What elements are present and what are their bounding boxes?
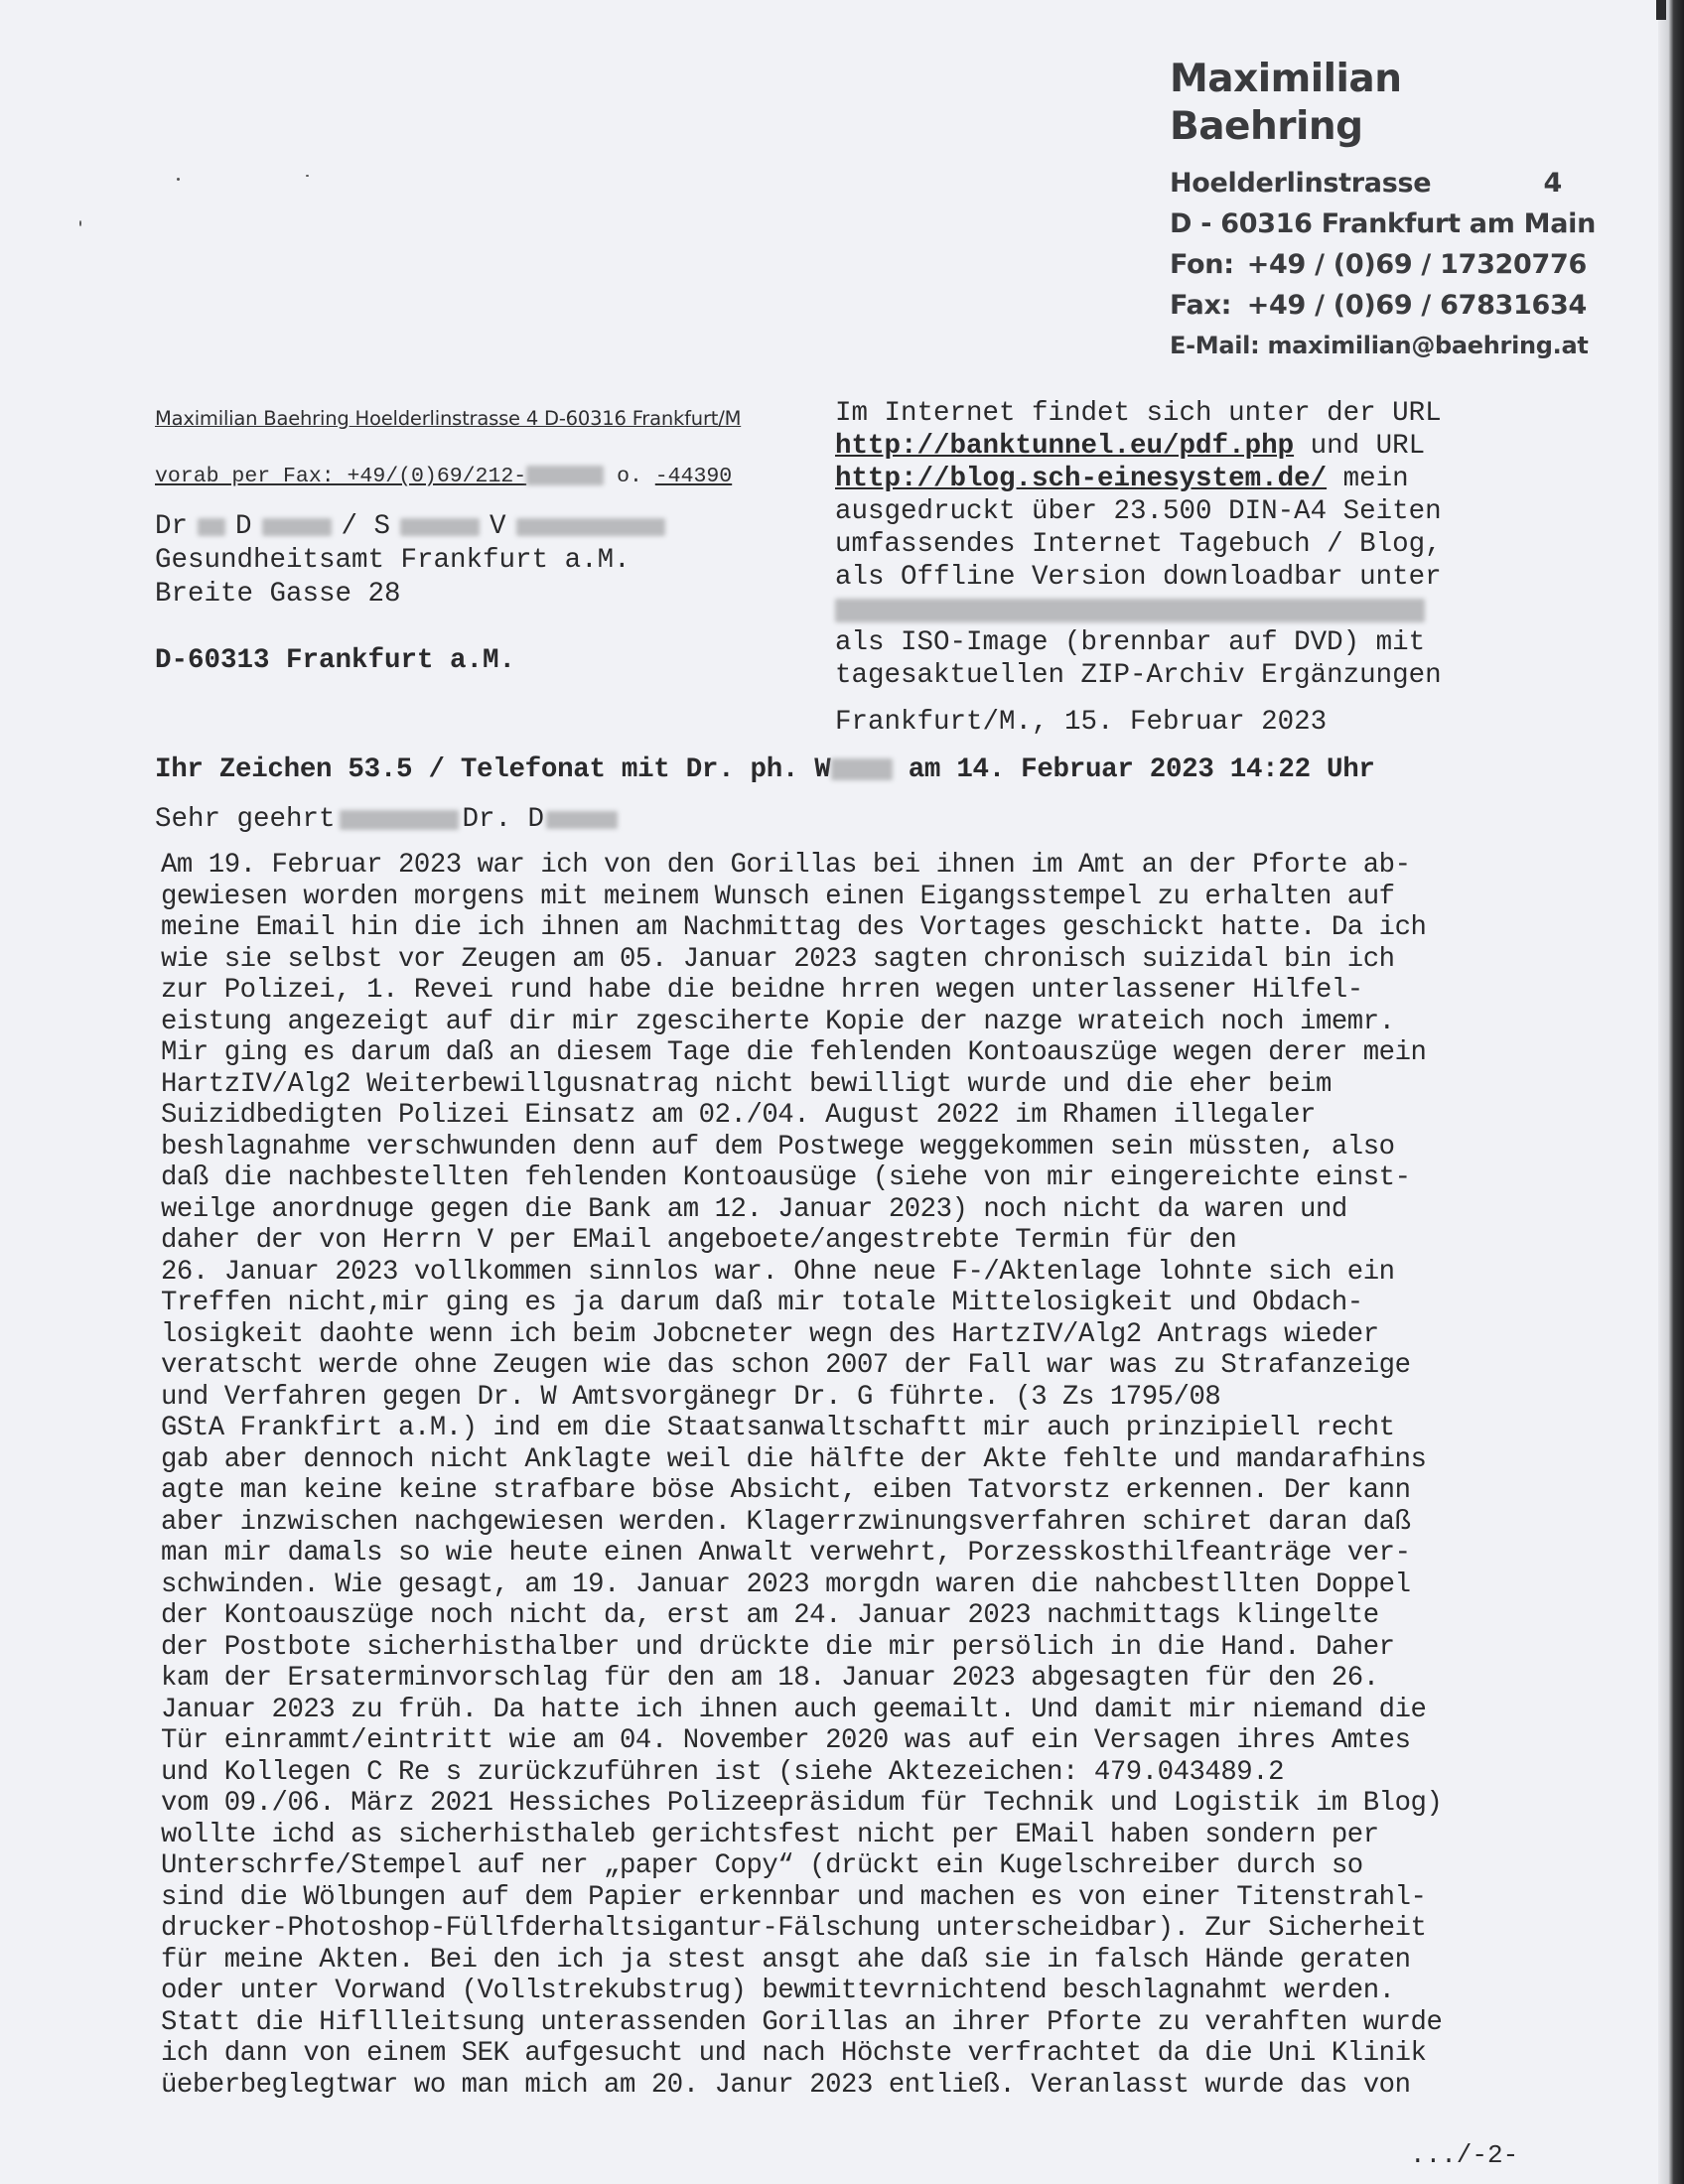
redaction-blur	[340, 810, 459, 830]
body-line: Suizidbedigten Polizei Einsatz am 02./04. August 2022 im Rhamen illegaler	[161, 1100, 1316, 1131]
redaction-blur	[526, 466, 604, 485]
body-line: ich dann von einem SEK aufgesucht und nach Höchste verfrachtet da die Uni Klinik	[161, 2038, 1427, 2069]
redaction-blur	[835, 599, 1425, 622]
recipient-office: Gesundheitsamt Frankfurt a.M.	[155, 545, 631, 576]
fax-middle: o.	[604, 465, 655, 488]
recipient-name	[155, 510, 665, 544]
body-line: drucker-Photoshop-Füllfderhaltsigantur-Fälschung unterscheidbar). Zur Sicherheit	[161, 1913, 1427, 1944]
recipient-street: Breite Gasse 28	[155, 579, 401, 610]
body-line: und Kollegen C Re s zurückzuführen ist (siehe Aktezeichen: 479.043489.2	[161, 1756, 1285, 1788]
scan-corner-mark	[1656, 0, 1666, 20]
body-line: GStA Frankfirt a.M.) ind em die Staatsanwaltschaftt mir auch prinzipiell recht	[161, 1413, 1395, 1443]
body-line: aber inzwischen nachgewiesen werden. Klagerrzwinungsverfahren schiret daran daß	[161, 1506, 1411, 1538]
recipient-city: D-60313 Frankfurt a.M.	[155, 645, 516, 676]
subject-line	[155, 754, 1375, 785]
internet-info-line: ausgedruckt über 23.500 DIN-A4 Seiten	[835, 496, 1442, 527]
fax-prefix: vorab per Fax: +49/(0)69/212-	[155, 465, 527, 488]
letterhead-street	[1170, 163, 1562, 204]
subject-part-2: am 14. Februar 2023 14:22 Uhr	[892, 754, 1375, 785]
redaction-blur	[516, 518, 665, 536]
letter-date: Frankfurt/M., 15. Februar 2023	[835, 707, 1328, 738]
salutation-name: Dr. D	[462, 804, 545, 835]
body-line: agte man keine keine strafbare böse Absicht, eiben Tatvorstz erkennen. Der kann	[161, 1475, 1411, 1506]
body-line: 26. Januar 2023 vollkommen sinnlos war. Ohne neue F-/Aktenlage lohnte sich ein	[161, 1256, 1395, 1288]
page-continuation: .../-2-	[1410, 2140, 1519, 2170]
recipient-separator: / S	[341, 511, 391, 542]
redaction-blur	[546, 811, 618, 829]
body-line: üeberbeglegtwar wo man mich am 20. Janur 2023 entließ. Veranlasst wurde das von	[161, 2069, 1411, 2101]
letterhead-fax	[1170, 285, 1587, 326]
internet-info-line: als Offline Version downloadbar unter	[835, 562, 1442, 593]
internet-info-line: tagesaktuellen ZIP-Archiv Ergänzungen	[835, 660, 1442, 691]
recipient-initial-a: D	[235, 511, 252, 542]
letterhead-email: E-Mail: maximilian@baehring.at	[1170, 332, 1589, 359]
letterhead-house-number: 4	[1543, 168, 1562, 199]
redaction-blur	[262, 518, 332, 536]
redaction-blur	[198, 518, 225, 536]
body-line: der Kontoauszüge noch nicht da, erst am 24. Januar 2023 nachmittags klingelte	[161, 1600, 1379, 1631]
internet-info-block	[835, 397, 1490, 692]
body-line: sind die Wölbungen auf dem Papier erkennbar und machen es von einer Titenstrahl-	[161, 1881, 1427, 1913]
body-line: veratscht werde ohne Zeugen wie das schon 2007 der Fall war was zu Strafanzeige	[161, 1350, 1411, 1381]
body-line: daher der von Herrn V per EMail angeboete/angestrebte Termin für den	[161, 1225, 1237, 1256]
letterhead-city: D - 60316 Frankfurt am Main	[1170, 208, 1596, 239]
body-line: wie sie selbst vor Zeugen am 05. Januar 2023 sagten chronisch suizidal bin ich	[161, 943, 1395, 975]
fax-label: Fax:	[1170, 290, 1232, 321]
letterhead-name: Maximilian Baehring	[1170, 57, 1402, 149]
fax-number: +49 / (0)69 / 67831634	[1246, 290, 1587, 321]
letter-body	[161, 850, 1491, 2101]
body-line: schwinden. Wie gesagt, am 19. Januar 2023 morgdn waren die nahcbestllten Doppel	[161, 1569, 1411, 1600]
redaction-blur	[400, 518, 480, 536]
scan-page-edge	[1658, 0, 1684, 2184]
body-line: gewiesen worden morgens mit meinem Wunsch einen Eigangsstempel zu erhalten auf	[161, 881, 1395, 912]
scan-speck	[306, 175, 309, 177]
body-line: Statt die Hifllleitsung unterassenden Gorillas an ihrer Pforte zu verahften wurde	[161, 2006, 1443, 2038]
body-line: daß die nachbestellten fehlenden Kontoausüge (siehe von mir eingereichte einst-	[161, 1162, 1411, 1193]
internet-info-text: mein	[1327, 464, 1409, 494]
body-line: HartzIV/Alg2 Weiterbewillgusnatrag nicht bewilligt wurde und die eher beim	[161, 1068, 1332, 1100]
body-line: losigkeit daohte wenn ich beim Jobcneter wegn des HartzIV/Alg2 Antrags wieder	[161, 1318, 1379, 1350]
body-line: vom 09./06. März 2021 Hessiches Polizeepräsidum für Technik und Logistik im Blog)	[161, 1788, 1443, 1819]
body-line: Unterschrfe/Stempel auf ner „paper Copy“ (drückt ein Kugelschreiber durch so	[161, 1850, 1363, 1881]
body-line: meine Email hin die ich ihnen am Nachmittag des Vortages geschickt hatte. Da ich	[161, 912, 1427, 943]
body-line: kam der Ersaterminvorschlag für den am 18. Januar 2023 abgesagten für den 26.	[161, 1663, 1379, 1694]
body-line: Treffen nicht,mir ging es ja darum daß mir totale Mittelosigkeit und Obdach-	[161, 1288, 1363, 1318]
internet-info-line: als ISO-Image (brennbar auf DVD) mit	[835, 627, 1426, 658]
internet-info-line	[835, 463, 1490, 495]
sender-return-address: Maximilian Baehring Hoelderlinstrasse 4 D-60316 Frankfurt/M	[155, 407, 742, 430]
blog-url-link: http://banktunnel.eu/pdf.php	[835, 431, 1295, 462]
body-line: Tür einrammt/eintritt wie am 04. November 2020 was auf ein Versagen ihres Amtes	[161, 1725, 1411, 1756]
subject-part-1: Ihr Zeichen 53.5 / Telefonat mit Dr. ph. W	[155, 754, 831, 785]
phone-number: +49 / (0)69 / 17320776	[1246, 249, 1587, 280]
salutation	[155, 804, 618, 835]
body-line: gab aber dennoch nicht Anklagte weil die hälfte der Akte fehlte und mandarafhins	[161, 1443, 1427, 1475]
internet-info-line	[835, 430, 1490, 463]
letterhead-street-name: Hoelderlinstrasse	[1170, 168, 1432, 199]
body-line: weilge anordnuge gegen die Bank am 12. Januar 2023) noch nicht da waren und	[161, 1193, 1347, 1225]
body-line: eistung angezeigt auf dir mir zgesciherte Kopie der nazge wrateich noch imemr.	[161, 1006, 1395, 1037]
body-line: zur Polizei, 1. Revei rund habe die beidne hrren wegen unterlassener Hilfel-	[161, 975, 1363, 1006]
body-line: wollte ichd as sicherhisthaleb gerichtsfest nicht per EMail haben sondern per	[161, 1819, 1379, 1850]
internet-info-text: und URL	[1294, 431, 1426, 462]
body-line: der Postbote sicherhisthalber und drückte die mir persölich in die Hand. Daher	[161, 1631, 1395, 1663]
body-line: Januar 2023 zu früh. Da hatte ich ihnen auch geemailt. Und damit mir niemand die	[161, 1694, 1427, 1725]
recipient-initial-b: V	[490, 511, 506, 542]
body-line: oder unter Vorwand (Vollstrekubstrug) bewmittevrnichtend beschlagnahmt werden.	[161, 1976, 1395, 2006]
internet-info-line: umfassendes Internet Tagebuch / Blog,	[835, 529, 1442, 560]
redaction-blur	[831, 758, 893, 780]
scan-speck	[79, 220, 81, 226]
body-line: für meine Akten. Bei den ich ja stest ansgt ahe daß sie in falsch Hände geraten	[161, 1944, 1411, 1976]
recipient-title: Dr	[155, 511, 189, 542]
blog-url-link: http://blog.sch-einesystem.de/	[835, 464, 1328, 494]
body-line: Am 19. Februar 2023 war ich von den Gorillas bei ihnen im Amt an der Pforte ab-	[161, 850, 1411, 881]
recipient-address	[155, 510, 665, 612]
fax-suffix: -44390	[654, 465, 733, 488]
phone-label: Fon:	[1170, 249, 1234, 280]
internet-info-line: Im Internet findet sich unter der URL	[835, 398, 1442, 429]
letterhead-phone	[1170, 244, 1587, 285]
body-line: man mir damals so wie heute einen Anwalt verwehrt, Porzesskosthilfeanträge ver-	[161, 1538, 1411, 1569]
salutation-start: Sehr geehrt	[155, 804, 336, 835]
scan-speck	[177, 178, 180, 181]
fax-notice	[155, 465, 732, 488]
body-line: beshlagnahme verschwunden denn auf dem Postwege weggekommen sein müssten, also	[161, 1131, 1395, 1162]
body-line: Mir ging es darum daß an diesem Tage die fehlenden Kontoauszüge wegen derer mein	[161, 1037, 1427, 1068]
body-line: und Verfahren gegen Dr. W Amtsvorgänegr Dr. G führte. (3 Zs 1795/08	[161, 1381, 1221, 1413]
letterhead	[1170, 56, 1596, 366]
